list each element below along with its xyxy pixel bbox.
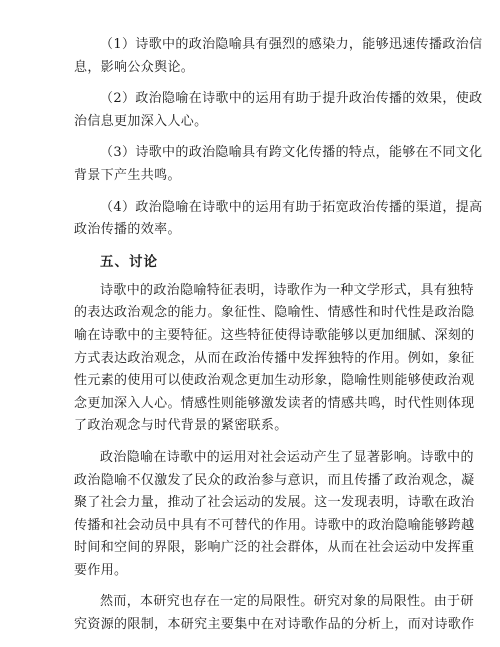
text-line: （4）政治隐喻在诗歌中的运用有助于拓宽政治传播的渠道，提高 [100, 199, 483, 215]
text-line: （3）诗歌中的政治隐喻具有跨文化传播的特点，能够在不同文化 [100, 145, 483, 161]
text-line: 政治隐喻在诗歌中的运用对社会运动产生了显著影响。诗歌中的 [100, 449, 474, 465]
finding-item-4 [74, 197, 483, 242]
text-line: 要作用。 [74, 562, 128, 578]
discussion-paragraph-2 [74, 447, 475, 583]
text-line: 喻在诗歌中的主要特征。这些特征使得诗歌能够以更加细腻、深刻的 [74, 327, 475, 343]
text-line: 政治隐喻不仅激发了民众的政治参与意识，而且传播了政治观念，凝 [74, 472, 475, 488]
text-line: 究资源的限制，本研究主要集中在对诗歌作品的分析上，而对诗歌作 [74, 617, 475, 633]
finding-item-2 [74, 88, 483, 133]
text-line: （1）诗歌中的政治隐喻具有强烈的感染力，能够迅速传播政治信 [100, 37, 483, 52]
text-line: 时间和空间的界限，影响广泛的社会群体，从而在社会运动中发挥重 [74, 540, 475, 556]
text-line: 诗歌中的政治隐喻特征表明，诗歌作为一种文学形式，具有独特 [100, 282, 474, 298]
text-line: 背景下产生共鸣。 [74, 167, 181, 183]
text-line: 政治传播的效率。 [74, 222, 181, 238]
section-heading: 五、讨论 [100, 253, 158, 270]
text-line: 然而，本研究也存在一定的局限性。研究对象的局限性。由于研 [100, 594, 474, 610]
text-line: 聚了社会力量，推动了社会运动的发展。这一发现表明，诗歌在政治 [74, 495, 475, 511]
text-line: 了政治观念与时代背景的紧密联系。 [74, 418, 288, 434]
text-line: （2）政治隐喻在诗歌中的运用有助于提升政治传播的效果，使政 [100, 91, 483, 107]
text-line: 性元素的使用可以使政治观念更加生动形象，隐喻性则能够使政治观 [74, 373, 475, 389]
text-line: 息，影响公众舆论。 [74, 59, 195, 75]
text-line: 治信息更加深入人心。 [74, 113, 208, 129]
finding-item-1 [74, 34, 483, 79]
discussion-paragraph-3 [74, 591, 475, 636]
text-line: 的表达政治观念的能力。象征性、隐喻性、情感性和时代性是政治隐 [74, 305, 475, 321]
text-line: 传播和社会动员中具有不可替代的作用。诗歌中的政治隐喻能够跨越 [74, 517, 475, 533]
document-page [74, 34, 483, 646]
text-line: 念更加深入人心。情感性则能够激发读者的情感共鸣，时代性则体现 [74, 395, 475, 411]
text-line: 方式表达政治观念，从而在政治传播中发挥独特的作用。例如，象征 [74, 350, 475, 366]
finding-item-3 [74, 142, 483, 187]
discussion-paragraph-1 [74, 280, 475, 438]
